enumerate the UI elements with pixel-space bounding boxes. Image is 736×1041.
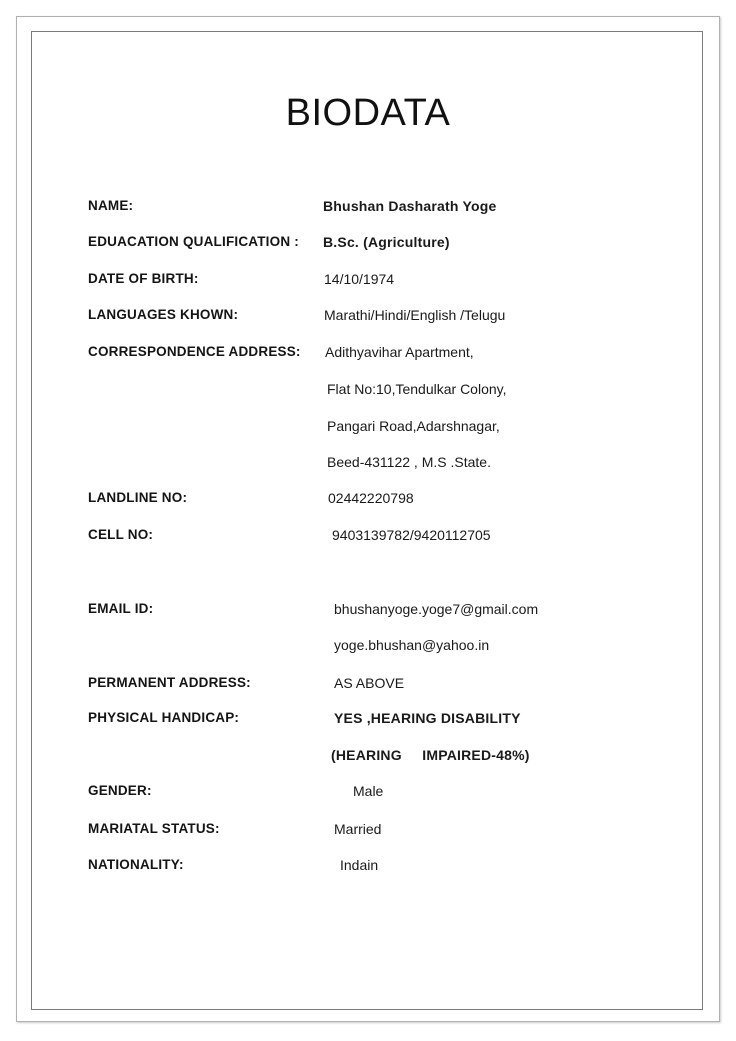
languages-label: LANGUAGES KHOWN: <box>88 307 239 322</box>
physical-handicap-value: YES ,HEARING DISABILITY <box>334 710 521 726</box>
physical-handicap-detail: (HEARING IMPAIRED-48%) <box>331 747 530 763</box>
correspondence-address-line: Flat No:10,Tendulkar Colony, <box>327 381 507 397</box>
landline-label: LANDLINE NO: <box>88 490 188 505</box>
nationality-label: NATIONALITY: <box>88 857 184 872</box>
correspondence-address-line: Beed-431122 , M.S .State. <box>327 454 491 470</box>
education-label: EDUACATION QUALIFICATION : <box>88 234 299 249</box>
email-label: EMAIL ID: <box>88 601 154 616</box>
marital-status-label: MARIATAL STATUS: <box>88 821 220 836</box>
email-value: bhushanyoge.yoge7@gmail.com <box>334 601 539 617</box>
dob-label: DATE OF BIRTH: <box>88 271 199 286</box>
physical-handicap-label: PHYSICAL HANDICAP: <box>88 710 240 725</box>
correspondence-address-label: CORRESPONDENCE ADDRESS: <box>88 344 301 359</box>
name-value: Bhushan Dasharath Yoge <box>323 198 497 214</box>
correspondence-address-line: Pangari Road,Adarshnagar, <box>327 418 500 434</box>
marital-status-value: Married <box>334 821 382 837</box>
email-value: yoge.bhushan@yahoo.in <box>334 637 490 653</box>
nationality-value: Indain <box>340 857 379 873</box>
landline-value: 02442220798 <box>328 490 414 506</box>
education-value: B.Sc. (Agriculture) <box>323 234 450 250</box>
name-label: NAME: <box>88 198 134 213</box>
languages-value: Marathi/Hindi/English /Telugu <box>324 307 506 323</box>
permanent-address-label: PERMANENT ADDRESS: <box>88 675 251 690</box>
correspondence-address-line: Adithyavihar Apartment, <box>325 344 474 360</box>
gender-value: Male <box>353 783 384 799</box>
cell-label: CELL NO: <box>88 527 154 542</box>
dob-value: 14/10/1974 <box>324 271 395 287</box>
cell-value: 9403139782/9420112705 <box>332 527 491 543</box>
document-title: BIODATA <box>285 92 451 134</box>
permanent-address-value: AS ABOVE <box>334 675 405 691</box>
gender-label: GENDER: <box>88 783 152 798</box>
